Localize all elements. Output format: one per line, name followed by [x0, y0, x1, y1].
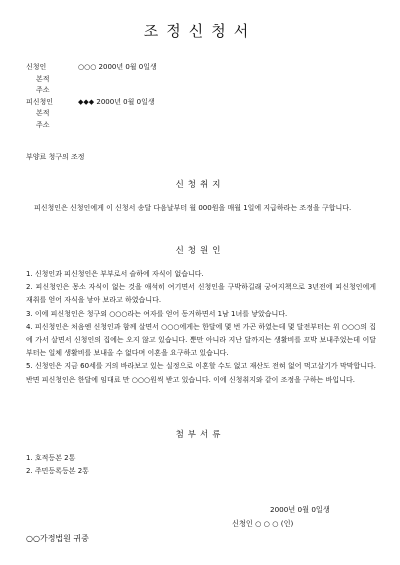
party-value: ◆◆◆ 2000년 0월 0일생 — [78, 97, 155, 106]
reason-item: 1. 신청인과 피신청인은 부부로서 슬하에 자식이 없습니다. — [26, 270, 204, 278]
purpose-heading: 신청취지 — [175, 180, 225, 190]
party-row — [26, 85, 157, 97]
attachments-heading: 첨부서류 — [175, 430, 225, 440]
party-row — [26, 97, 157, 109]
attachment-item: 2. 주민등록등본 2통 — [26, 467, 89, 475]
case-subject: 부양료 청구의 조정 — [26, 153, 85, 161]
court-addressee: ○○가정법원 귀중 — [26, 534, 89, 543]
party-label: 피신청인 — [26, 97, 54, 106]
reason-item: 4. 피신청인은 처음엔 신청인과 함께 살면서 ○○○에게는 한달에 몇 번 가곤 하였는데 몇 달전부터는 위 ○○○의 집에 가서 살면서 신청인의 집에는 오지 않고 있습니다. 뿐만 아니라 지난 달까지는 생활비를 꼬박 보내주었는데 이달부터는 일체 생활비를 보내올 수 없다며 이혼을 요구하고 있습니다. — [26, 322, 376, 358]
party-row — [26, 120, 157, 132]
parties-block — [26, 62, 157, 131]
purpose-text: 피신청인은 신청인에게 이 신청서 송달 다음날부터 월 000원을 매월 1일에 지급하라는 조정을 구합니다. — [34, 204, 352, 212]
party-value: ○○○ 2000년 0월 0일생 — [78, 63, 157, 71]
attachment-item: 1. 호적등본 2통 — [26, 454, 76, 462]
party-row — [26, 108, 157, 120]
reasons-list — [26, 268, 376, 387]
document-title: 조정신청서 — [143, 22, 257, 40]
reasons-heading: 신청원인 — [175, 246, 225, 256]
party-label: 주소 — [36, 120, 50, 129]
filing-date: 2000년 0월 0일생 — [270, 505, 330, 514]
party-row — [26, 62, 157, 74]
reason-item: 3. 이에 피신청인은 청구외 ○○○라는 여자를 얻어 동거하면서 1남 1녀를 낳았습니다. — [26, 309, 288, 318]
party-label: 신청인 — [26, 63, 47, 71]
applicant-signature: 신청인 ○ ○ ○ (인) — [232, 519, 294, 528]
party-label: 주소 — [36, 86, 50, 94]
party-row — [26, 74, 157, 86]
party-label: 본적 — [36, 74, 50, 83]
party-label: 본적 — [36, 109, 50, 117]
attachments-list — [26, 452, 89, 478]
reason-item: 5. 신청인은 지금 60세를 거의 바라보고 있는 실정으로 이혼할 수도 없고 재산도 전혀 없어 먹고살기가 막막합니다. 반면 피신청인은 한달에 임대료 만 ○○○원씩 받고 있습니다. 이에 신청취지와 같이 조정을 구하는 바입니다. — [26, 362, 376, 384]
reason-item: 2. 피신청인은 몽소 자식이 없는 것을 애석히 여기면서 신청인을 구박하길래 궁여지책으로 3년전에 피신청인에게 재취를 얻어 자식을 낳아 보라고 하였습니다. — [26, 283, 376, 305]
